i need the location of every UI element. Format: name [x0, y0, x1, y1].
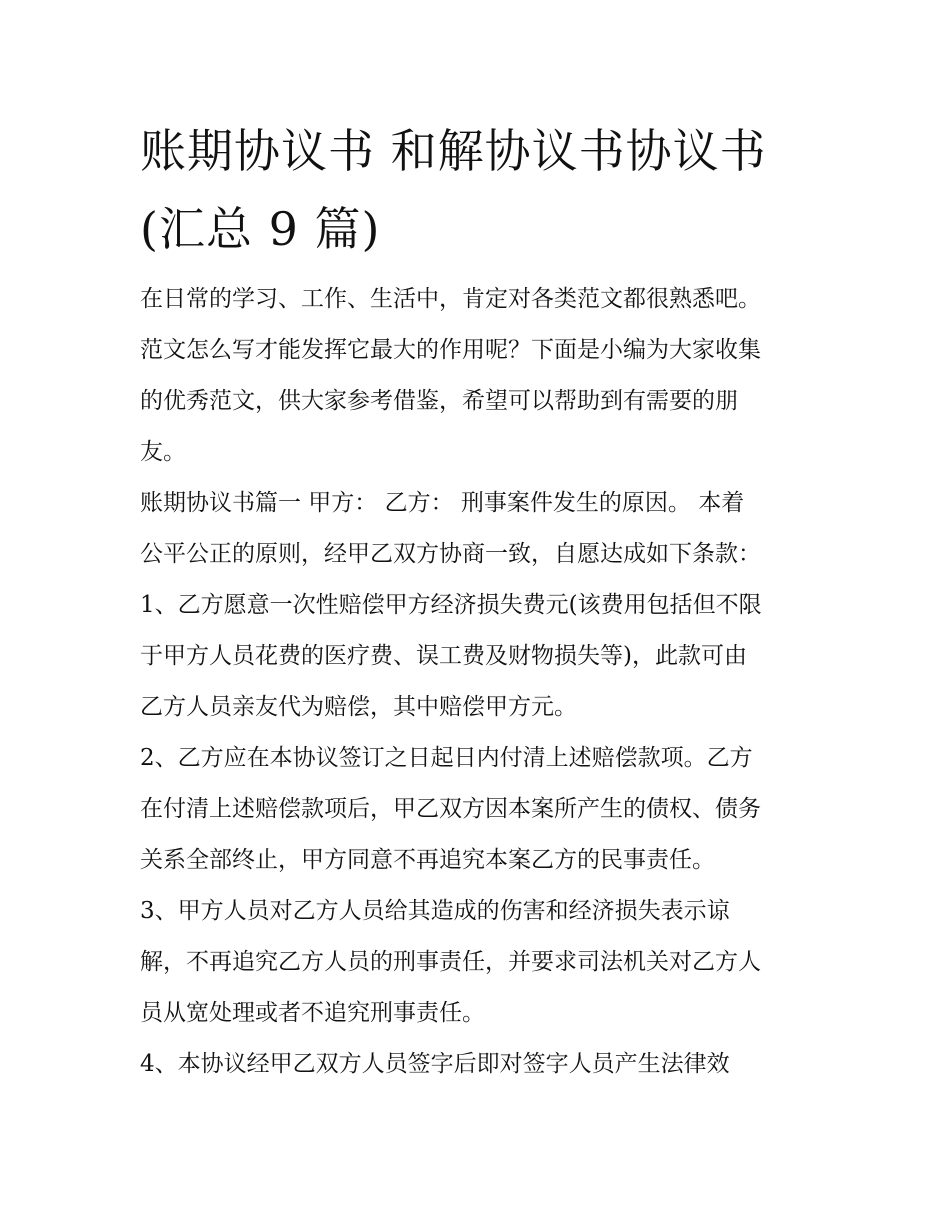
document-title — [140, 112, 820, 268]
title-line-1: 账期协议书 和解协议书协议书 — [140, 124, 767, 178]
body-line: 员从宽处理或者不追究刑事责任。 — [140, 1000, 485, 1026]
body-line: 在付清上述赔偿款项后，甲乙双方因本案所产生的债权、债务 — [140, 796, 761, 822]
body-line: 范文怎么写才能发挥它最大的作用呢？下面是小编为大家收集 — [140, 337, 761, 363]
body-line: 1、乙方愿意一次性赔偿甲方经济损失费元(该费用包括但不限 — [140, 592, 762, 618]
body-line: 于甲方人员花费的医疗费、误工费及财物损失等)，此款可由 — [140, 643, 747, 669]
body-line: 账期协议书篇一 甲方： 乙方： 刑事案件发生的原因。 本着 — [140, 490, 745, 516]
body-line: 公平公正的原则，经甲乙双方协商一致，自愿达成如下条款： — [140, 541, 761, 567]
body-line: 4、本协议经甲乙双方人员签字后即对签字人员产生法律效 — [140, 1051, 730, 1077]
body-line: 乙方人员亲友代为赔偿，其中赔偿甲方元。 — [140, 694, 577, 720]
body-line: 的优秀范文，供大家参考借鉴，希望可以帮助到有需要的朋 — [140, 388, 738, 414]
body-line: 2、乙方应在本协议签订之日起日内付清上述赔偿款项。乙方 — [140, 745, 753, 771]
title-line-2: (汇总 9 篇) — [140, 202, 381, 256]
body-line: 3、甲方人员对乙方人员给其造成的伤害和经济损失表示谅 — [140, 898, 730, 924]
body-line: 在日常的学习、工作、生活中，肯定对各类范文都很熟悉吧。 — [140, 286, 761, 312]
document-body — [140, 274, 830, 1090]
body-line: 友。 — [140, 439, 186, 465]
body-line: 解，不再追究乙方人员的刑事责任，并要求司法机关对乙方人 — [140, 949, 761, 975]
body-line: 关系全部终止，甲方同意不再追究本案乙方的民事责任。 — [140, 847, 715, 873]
